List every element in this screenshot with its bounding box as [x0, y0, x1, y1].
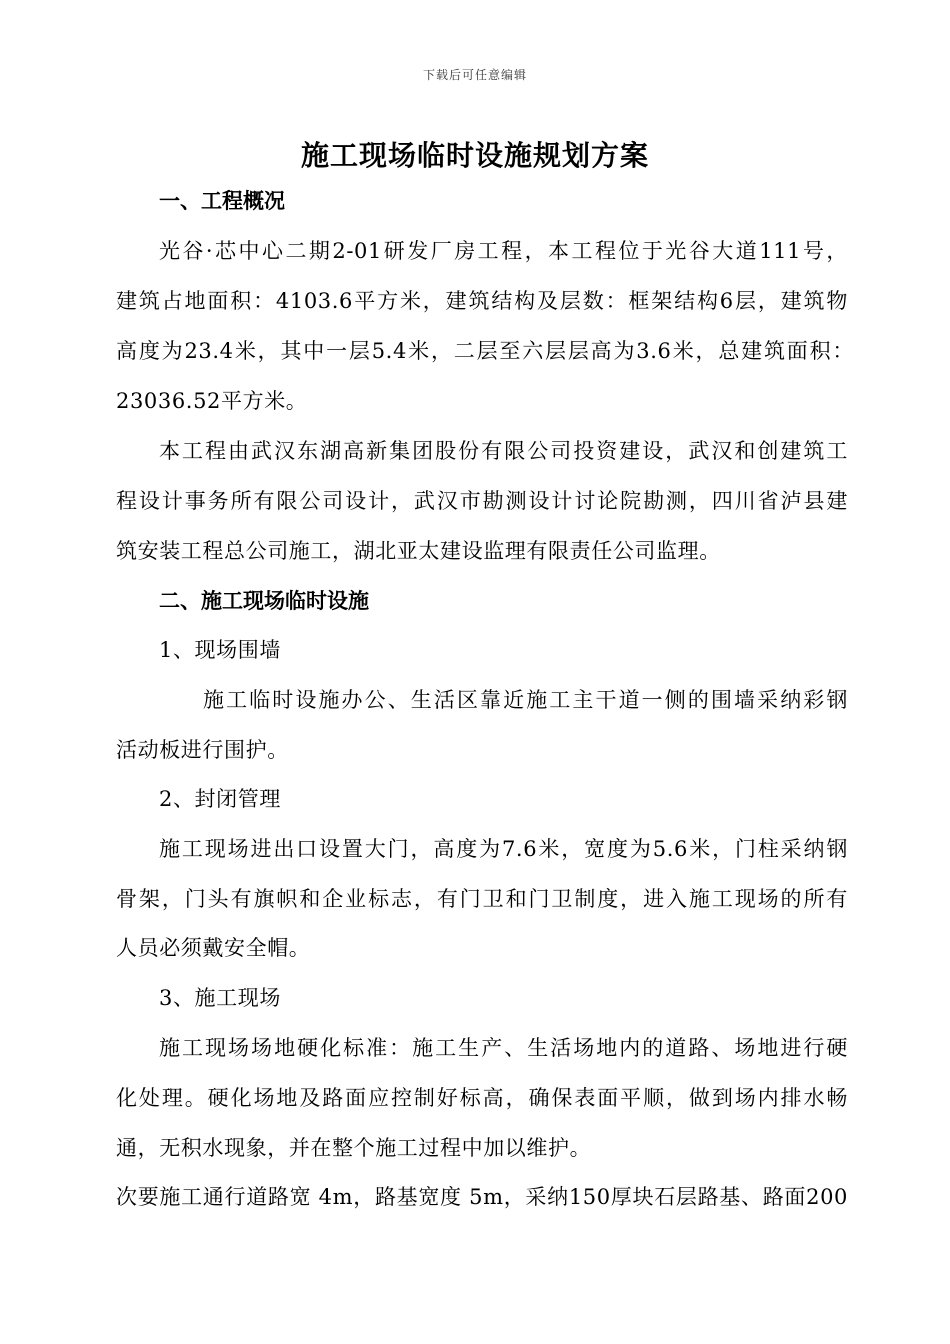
- paragraph-line: 施工现场进出口设置大门，高度为7.6米，宽度为5.6米，门柱采纳钢: [159, 837, 848, 861]
- paragraph-line: 活动板进行围护。: [116, 738, 289, 762]
- paragraph-line: 本工程由武汉东湖高新集团股份有限公司投资建设，武汉和创建筑工: [159, 439, 848, 463]
- subsection-heading-construction-site: 3、施工现场: [159, 986, 281, 1010]
- paragraph-line: 骨架，门头有旗帜和企业标志，有门卫和门卫制度，进入施工现场的所有: [116, 887, 848, 911]
- paragraph-line: 高度为23.4米，其中一层5.4米，二层至六层层高为3.6米，总建筑面积：: [116, 339, 854, 363]
- paragraph-line: 次要施工通行道路宽 4m，路基宽度 5m，采纳150厚块石层路基、路面200: [116, 1185, 848, 1209]
- paragraph-line: 程设计事务所有限公司设计，武汉市勘测设计讨论院勘测，四川省泸县建: [116, 489, 848, 513]
- subsection-heading-fence: 1、现场围墙: [159, 638, 281, 662]
- subsection-heading-closed-management: 2、封闭管理: [159, 787, 281, 811]
- paragraph-line: 23036.52平方米。: [116, 389, 308, 413]
- paragraph-line: 施工现场场地硬化标准：施工生产、生活场地内的道路、场地进行硬: [159, 1036, 848, 1060]
- section-heading-overview: 一、工程概况: [159, 189, 285, 213]
- document-title: 施工现场临时设施规划方案: [300, 139, 649, 172]
- paragraph-line: 筑安装工程总公司施工，湖北亚太建设监理有限责任公司监理。: [116, 539, 721, 563]
- paragraph-line: 光谷·芯中心二期2-01研发厂房工程，本工程位于光谷大道111号，: [159, 239, 848, 263]
- section-heading-temporary-facilities: 二、施工现场临时设施: [159, 589, 369, 613]
- paragraph-line: 人员必须戴安全帽。: [116, 936, 311, 960]
- paragraph-line: 化处理。硬化场地及路面应控制好标高，确保表面平顺，做到场内排水畅: [116, 1086, 848, 1110]
- header-note: 下载后可任意编辑: [422, 68, 527, 82]
- paragraph-line: 建筑占地面积：4103.6平方米，建筑结构及层数：框架结构6层，建筑物: [116, 289, 848, 313]
- paragraph-line: 施工临时设施办公、生活区靠近施工主干道一侧的围墙采纳彩钢: [203, 688, 848, 712]
- paragraph-line: 通，无积水现象，并在整个施工过程中加以维护。: [116, 1136, 592, 1160]
